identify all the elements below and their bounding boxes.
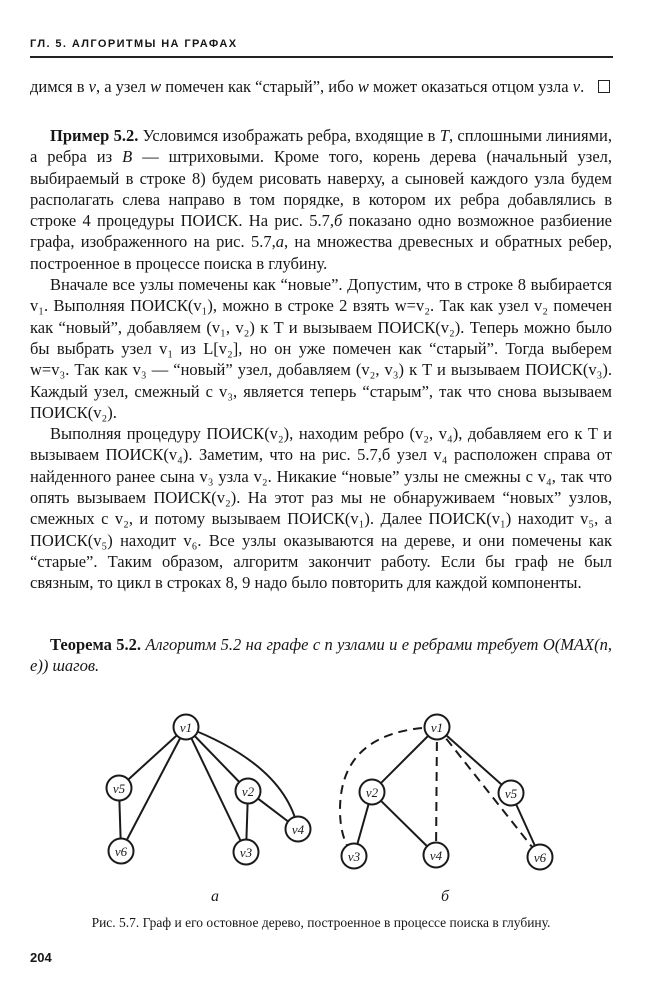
graph-figure (0, 700, 650, 910)
example-block (30, 125, 612, 594)
header-rule (30, 56, 613, 58)
running-head: ГЛ. 5. АЛГОРИТМЫ НА ГРАФАХ (30, 38, 238, 50)
label-a-v2: v2 (241, 784, 255, 799)
example-label: Пример 5.2. (50, 126, 139, 145)
label-b-v6: v6 (533, 850, 547, 865)
label-a-v4: v4 (291, 822, 305, 837)
label-a-v1: v1 (179, 720, 193, 735)
figure-caption: Рис. 5.7. Граф и его остовное дерево, построенное в процессе поиска в глубину. (91, 915, 551, 930)
label-b-v4: v4 (429, 848, 443, 863)
qed-square-icon (598, 80, 610, 93)
edge-b-v1-v5 (437, 727, 511, 793)
subfigure-label-a: а (211, 888, 219, 905)
intro-paragraph: димся в v, а узел w помечен как “старый”, ибо w может оказаться отцом узла v. (30, 76, 612, 97)
example-paragraph-1: Пример 5.2. Условимся изображать ребра, входящие в T, сплошными линиями, а ребра из B — штриховыми. Кроме того, корень дерева (начальный узел, выбираемый в строке 8) будем рисовать наверху, а сыновей каждого узла будем располагать слева направо в том порядке, в котором их ребра добавлялись в строке 4 процедуры ПОИСК. На рис. 5.7,б показано одно возможное разбиение графа, изображенного на рис. 5.7,а, на множества древесных и обратных ребер, построенное в процессе поиска в глубину. (30, 126, 612, 273)
label-a-v3: v3 (239, 845, 253, 860)
figure-5-7 (0, 700, 650, 915)
subfigure-label-b: б (440, 888, 450, 905)
label-b-v2: v2 (365, 785, 379, 800)
page-number: 204 (30, 950, 52, 965)
left-graph-edges (119, 727, 298, 852)
theorem-block (30, 634, 612, 677)
example-paragraph-3: Выполняя процедуру ПОИСК(v₂), находим ребро (v₂, v₄), добавляем его к T и вызываем ПОИСК(v₄). Заметим, что на рис. 5.7,б узел v₄ расположен справа от найденного ранее сына v₃ узла v₂. Никакие “новые” узлы не смежны с v₄, так что опять вызываем ПОИСК(v₂). На этот раз мы не обнаруживаем “новых” узлов, смежных с v₂, и потому вызываем ПОИСК(v₁). Далее ПОИСК(v₁) находит v₅, а ПОИСК(v₅) находит v₆. Все узлы оказываются на дереве, и они помечены как “старые”. Таким образом, алгоритм закончит работу. Если бы граф не был связным, то цикл в строках 8, 9 надо было повторить для каждой компоненты. (30, 424, 612, 593)
edge-b-v1-v2 (372, 727, 437, 792)
edge-a-v1-v5 (119, 727, 186, 788)
label-a-v6: v6 (114, 844, 128, 859)
theorem-text: Алгоритм 5.2 на графе с n узлами и e ребрами требует O(MAX(n, e)) шагов. (30, 635, 613, 676)
label-a-v5: v5 (112, 781, 126, 796)
back-edge-b-v1-v6 (437, 727, 540, 857)
label-b-v3: v3 (347, 849, 361, 864)
theorem-paragraph (30, 634, 612, 677)
edge-a-v1-v4 (186, 727, 298, 829)
back-edge-b-v1-v3 (340, 727, 437, 856)
label-b-v5: v5 (504, 786, 518, 801)
back-edge-b-v1-v4 (436, 727, 437, 855)
example-paragraph-2: Вначале все узлы помечены как “новые”. Допустим, что в строке 8 выбирается v₁. Выполняя ПОИСК(v₁), можно в строке 2 взять w=v₂. Так как узел v₂ помечен как “новый”, добавляем (v₁, v₂) к T и вызываем ПОИСК(v₂). Теперь можно было бы выбрать узел v₁ из L[v₂], но он уже помечен как “старый”. Тогда выберем w=v₃. Так как v₃ — “новый” узел, добавляем (v₂, v₃) к T и вызываем ПОИСК(v₃). Каждый узел, смежный с v₃, является теперь “старым”, так что снова вызываем ПОИСК(v₂). (30, 275, 612, 422)
theorem-label: Теорема 5.2. (50, 635, 141, 654)
label-b-v1: v1 (430, 720, 444, 735)
